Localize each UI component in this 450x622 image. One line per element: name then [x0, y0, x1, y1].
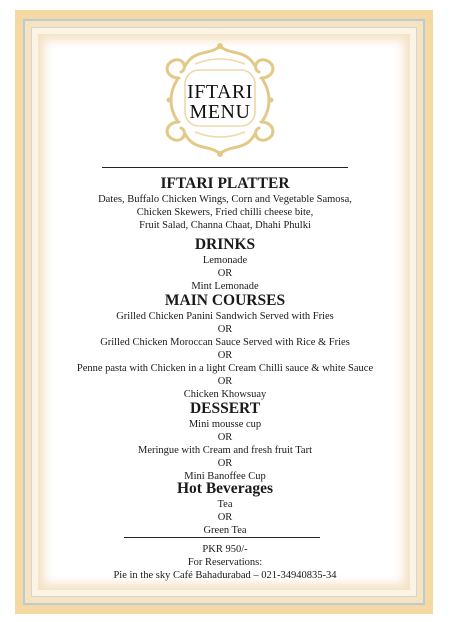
menu-line: Mini Banoffee Cup	[184, 471, 266, 482]
section-iftari-platter	[0, 175, 450, 232]
menu-line: OR	[217, 350, 233, 361]
menu-line: Grilled Chicken Moroccan Sauce Served with Rice & Fries	[100, 337, 350, 348]
menu-line: Green Tea	[203, 525, 247, 536]
menu-line: Mint Lemonade	[191, 281, 259, 292]
section-hot-beverages	[0, 480, 450, 537]
crest-title	[155, 82, 285, 122]
menu-line: Dates, Buffalo Chicken Wings, Corn and Vegetable Samosa,	[98, 194, 352, 205]
section-heading: MAIN COURSES	[164, 292, 286, 309]
menu-line: OR	[217, 268, 233, 279]
menu-line: OR	[217, 324, 233, 335]
section-heading: Hot Beverages	[177, 480, 273, 497]
menu-line: Chicken Khowsuay	[183, 389, 267, 400]
section-heading: IFTARI PLATTER	[160, 175, 290, 192]
menu-line: Tea	[217, 499, 233, 510]
bottom-divider	[124, 537, 320, 538]
menu-line: Meringue with Cream and fresh fruit Tart	[137, 445, 313, 456]
menu-line: Mini mousse cup	[188, 419, 262, 430]
reservations-label: For Reservations:	[187, 557, 263, 568]
price: PKR 950/-	[202, 544, 248, 555]
menu-line: OR	[217, 432, 233, 443]
menu-line: Penne pasta with Chicken in a light Cream Chilli sauce & white Sauce	[76, 363, 374, 374]
menu-line: OR	[217, 458, 233, 469]
top-divider	[102, 167, 348, 168]
contact-info: Pie in the sky Café Bahadurabad – 021-34940835-34	[113, 570, 337, 581]
section-drinks	[0, 236, 450, 293]
section-heading: DESSERT	[189, 400, 261, 417]
menu-line: Chicken Skewers, Fried chilli cheese bite,	[136, 207, 314, 218]
menu-line: OR	[217, 376, 233, 387]
crest-title-line-2: MENU	[189, 101, 251, 123]
menu-line: Lemonade	[202, 255, 248, 266]
section-dessert	[0, 400, 450, 483]
crest-title-line-1: IFTARI	[187, 81, 253, 103]
menu-line: Fruit Salad, Channa Chaat, Dhahi Phulki	[139, 220, 311, 231]
section-heading: DRINKS	[194, 236, 256, 253]
menu-line: Grilled Chicken Panini Sandwich Served with Fries	[116, 311, 334, 322]
section-main-courses	[0, 292, 450, 401]
menu-line: OR	[217, 512, 233, 523]
menu-footer	[0, 543, 450, 582]
